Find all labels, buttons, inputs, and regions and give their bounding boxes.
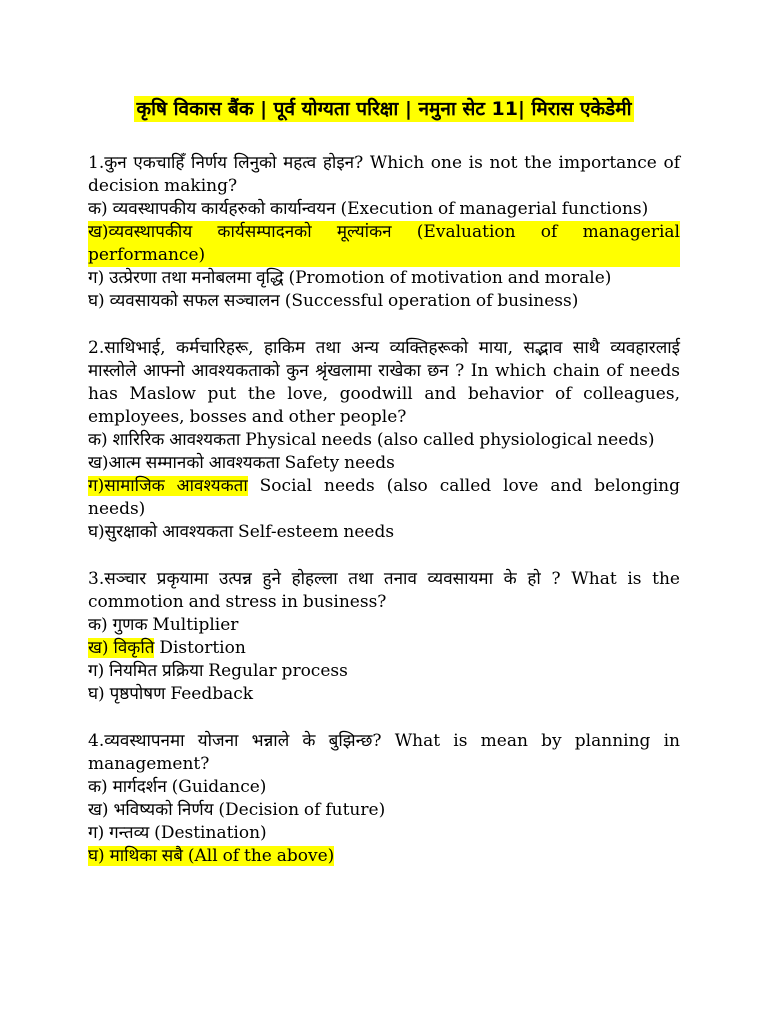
- option-text: ग) गन्तव्य (Destination): [88, 823, 267, 843]
- answer-option: [88, 521, 680, 544]
- option-text: Distortion: [154, 638, 246, 658]
- answer-option: [88, 845, 680, 868]
- option-text: ग) नियमित प्रक्रिया Regular process: [88, 661, 348, 681]
- option-text: क) व्यवस्थापकीय कार्यहरुको कार्यान्वयन (Execution of managerial functions): [88, 199, 649, 219]
- question-text: 4.व्यवस्थापनमा योजना भन्नाले के बुझिन्छ? What is mean by planning in management?: [88, 731, 680, 774]
- answer-option: [88, 683, 680, 706]
- option-text: घ) व्यवसायको सफल सञ्चालन (Successful operation of business): [88, 291, 579, 311]
- title-wrap: [88, 96, 680, 122]
- answer-option: [88, 637, 680, 660]
- answer-option: [88, 452, 680, 475]
- question-2: [88, 337, 680, 544]
- option-text: क) शारिरिक आवश्यकता Physical needs (also called physiological needs): [88, 430, 655, 450]
- question-4: [88, 730, 680, 868]
- highlighted-answer: ख)व्यवस्थापकीय कार्यसम्पादनको मूल्यांकन (Evaluation of managerial performance): [88, 222, 680, 265]
- answer-option: [88, 221, 680, 267]
- answer-option: [88, 290, 680, 313]
- answer-option: [88, 198, 680, 221]
- option-text: क) गुणक Multiplier: [88, 615, 239, 635]
- question-1: [88, 152, 680, 313]
- question-text: 3.सञ्चार प्रकृयामा उत्पन्न हुने होहल्ला तथा तनाव व्यवसायमा के हो ? What is the commotion and stress in business?: [88, 569, 680, 612]
- option-text: ख)आत्म सम्मानको आवश्यकता Safety needs: [88, 453, 395, 473]
- highlighted-answer: ख) विकृति: [88, 638, 155, 658]
- option-text: घ)सुरक्षाको आवश्यकता Self-esteem needs: [88, 522, 395, 542]
- answer-option: [88, 799, 680, 822]
- answer-option: [88, 660, 680, 683]
- option-text: क) मार्गदर्शन (Guidance): [88, 777, 267, 797]
- option-text: Social needs (also called love and belonging needs): [88, 476, 680, 519]
- question-3: [88, 568, 680, 706]
- question-list: [88, 152, 680, 868]
- answer-option: [88, 429, 680, 452]
- option-text: ग) उत्प्रेरणा तथा मनोबलमा वृद्धि (Promotion of motivation and morale): [88, 268, 612, 288]
- answer-option: [88, 475, 680, 521]
- question-text: 2.साथिभाई, कर्मचारिहरू, हाकिम तथा अन्य व्यक्तिहरूको माया, सद्भाव साथै व्यवहारलाई मास्लोले आफ्नो आवश्यकताको कुन श्रृंखलामा राखेका छन ? In which chain of needs has Maslow put the love, goodwill and behavior of colleagues, employees, bosses and other people?: [88, 338, 680, 427]
- answer-option: [88, 267, 680, 290]
- answer-option: [88, 776, 680, 799]
- question-text: 1.कुन एकचाहिँ निर्णय लिनुको महत्व होइन? Which one is not the importance of decision making?: [88, 153, 680, 196]
- answer-option: [88, 822, 680, 845]
- option-text: घ) पृष्ठपोषण Feedback: [88, 684, 254, 704]
- answer-option: [88, 614, 680, 637]
- page-title: कृषि विकास बैंक | पूर्व योग्यता परिक्षा | नमुना सेट 11| मिरास एकेडेमी: [136, 98, 632, 120]
- option-text: ख) भविष्यको निर्णय (Decision of future): [88, 800, 386, 820]
- highlighted-answer: घ) माथिका सबै (All of the above): [88, 846, 335, 866]
- highlighted-answer: ग)सामाजिक आवश्यकता: [88, 476, 248, 496]
